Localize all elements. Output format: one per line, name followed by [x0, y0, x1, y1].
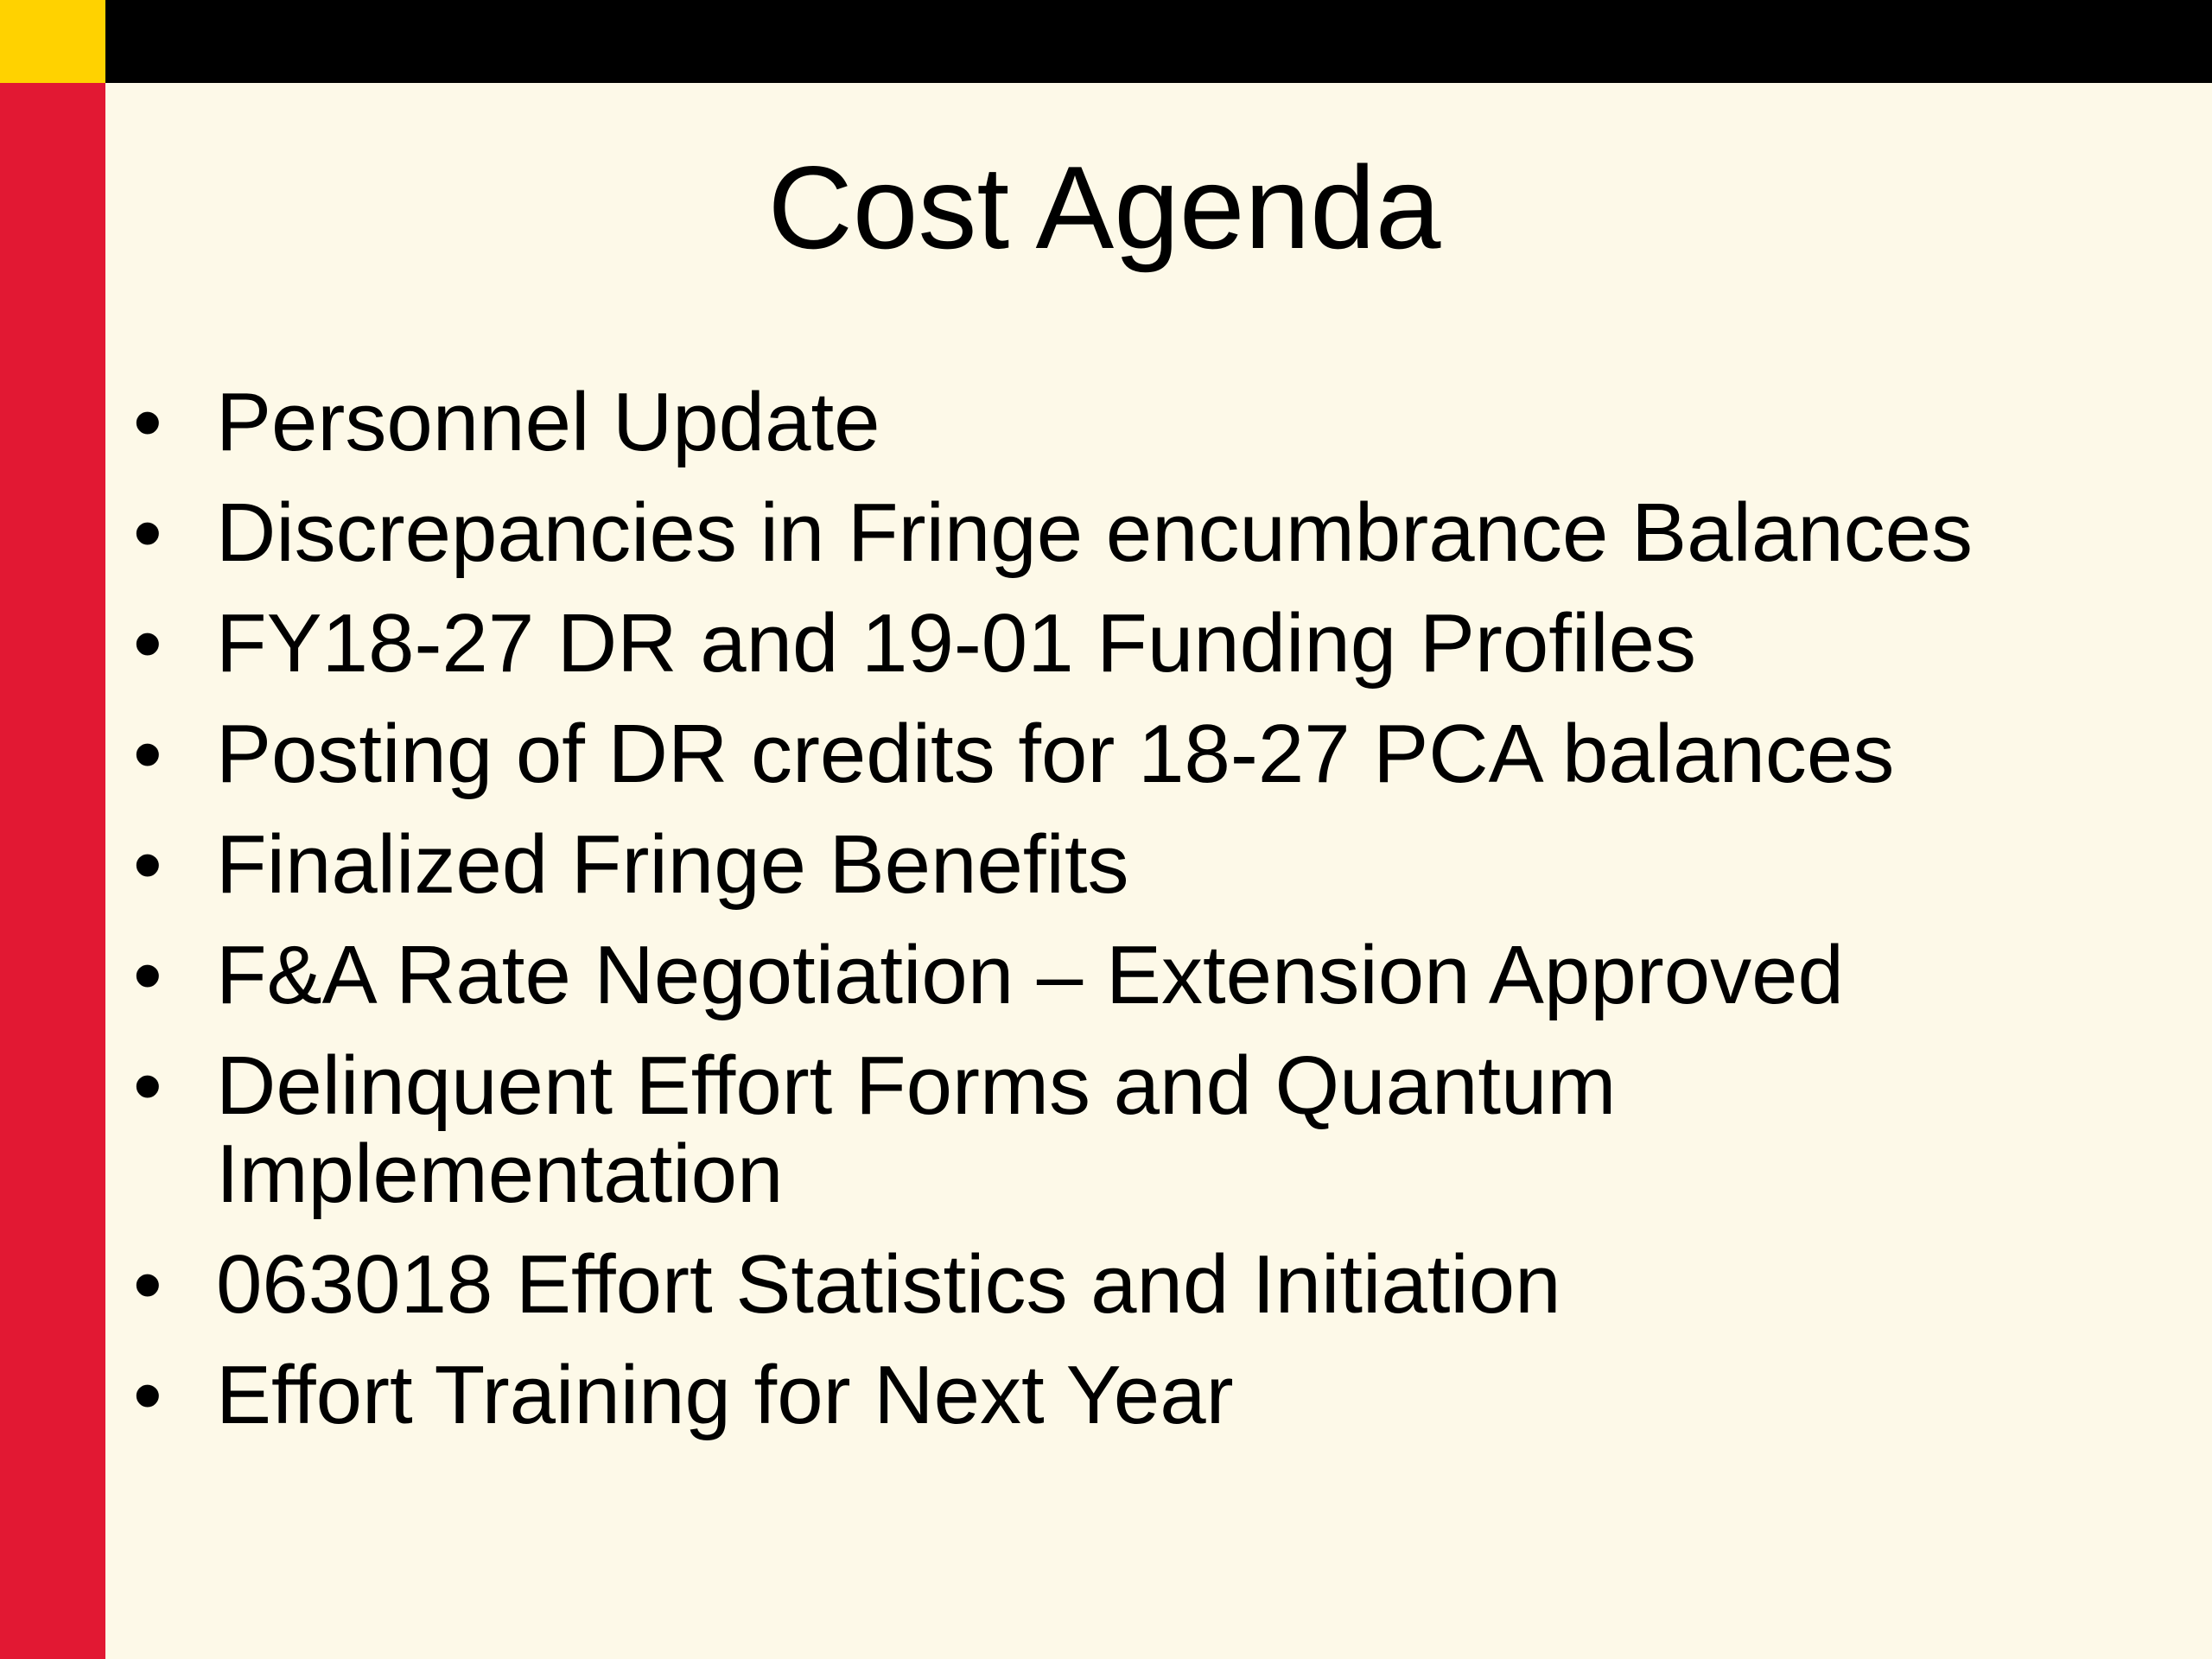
bullet-icon: •	[133, 376, 162, 468]
agenda-item	[130, 1238, 2134, 1331]
bullet-icon: •	[133, 708, 162, 800]
agenda-item	[130, 378, 2134, 467]
bullet-icon: •	[133, 1238, 162, 1331]
bullet-icon: •	[133, 597, 162, 690]
bullet-icon: •	[133, 818, 162, 911]
top-bar	[105, 0, 2212, 83]
side-bar	[0, 83, 105, 1659]
agenda-item-text: Delinquent Effort Forms and Quantum Implementation	[216, 1039, 1617, 1220]
agenda-item-text: FY18-27 DR and 19-01 Funding Profiles	[216, 597, 1696, 690]
agenda-item-text: Personnel Update	[216, 376, 880, 468]
bullet-icon: •	[133, 486, 162, 579]
agenda-item-text: 063018 Effort Statistics and Initiation	[216, 1238, 1561, 1331]
agenda-item-text: Finalized Fringe Benefits	[216, 818, 1129, 911]
slide-title: Cost Agenda	[767, 142, 1441, 273]
agenda-item-text: Effort Training for Next Year	[216, 1349, 1234, 1441]
corner-accent	[0, 0, 105, 83]
agenda-item	[130, 1351, 2134, 1440]
agenda-item	[130, 486, 2134, 579]
agenda-item-text: F&A Rate Negotiation – Extension Approved	[216, 929, 1844, 1021]
agenda-item-text: Posting of DR credits for 18-27 PCA balances	[216, 708, 1895, 800]
agenda-item-text: Discrepancies in Fringe encumbrance Balances	[216, 486, 1974, 579]
bullet-icon: •	[133, 1039, 162, 1132]
agenda-item	[130, 1039, 2134, 1220]
agenda-list	[130, 378, 2134, 1462]
agenda-item	[130, 931, 2134, 1020]
agenda-item	[130, 818, 2134, 911]
agenda-item	[130, 597, 2134, 690]
bullet-icon: •	[133, 1349, 162, 1441]
agenda-item	[130, 710, 2134, 798]
bullet-icon: •	[133, 929, 162, 1021]
